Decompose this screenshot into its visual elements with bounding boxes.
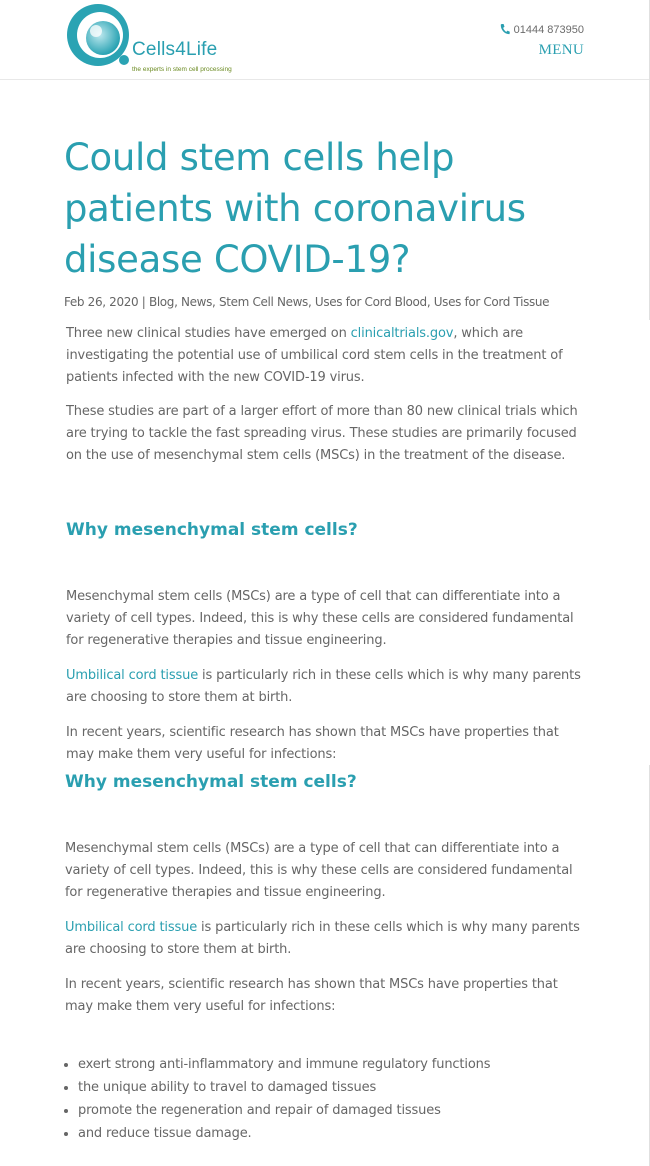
phone-icon	[499, 23, 510, 36]
section-text: is particularly rich in these cells which is why many parents are choosing to store them at birth.	[66, 668, 581, 705]
list-item	[64, 1122, 584, 1145]
category-link[interactable]: Blog	[148, 295, 175, 309]
bullet-icon	[64, 1086, 68, 1090]
list-item-text: promote the regeneration and repair of damaged tissues	[78, 1103, 441, 1118]
menu-button[interactable]: MENU	[538, 42, 584, 58]
bullet-icon	[64, 1063, 68, 1067]
category-link[interactable]: Uses for Cord Blood	[314, 295, 427, 309]
section-text: is particularly rich in these cells which is why many parents are choosing to store them at birth.	[65, 920, 580, 957]
phone-number: 01444 873950	[513, 23, 584, 36]
category-link[interactable]: Uses for Cord Tissue	[433, 295, 550, 309]
section-paragraph: Mesenchymal stem cells (MSCs) are a type of cell that can differentiate into a variety of cell types. Indeed, this is why these cells are considered fundamental for regenerative therapies and tissue engineering.	[66, 589, 574, 648]
section-paragraph	[65, 917, 585, 961]
section-paragraph: In recent years, scientific research has shown that MSCs have properties that may make them very useful for infections:	[66, 725, 559, 762]
page-title: Could stem cells help patients with coronavirus disease COVID-19?	[64, 136, 526, 281]
section-heading: Why mesenchymal stem cells?	[66, 520, 358, 540]
list-item	[64, 1076, 584, 1099]
section-heading: Why mesenchymal stem cells?	[65, 772, 357, 792]
category-link[interactable]: News	[181, 295, 213, 309]
phone-link[interactable]	[499, 23, 584, 36]
intro-paragraph-2: These studies are part of a larger effort of more than 80 new clinical trials which are trying to tackle the fast spreading virus. These studies are primarily focused on the use of mesenchymal stem cells (MSCs) in the treatment of the disease.	[66, 404, 578, 463]
category-link[interactable]: Stem Cell News	[218, 295, 308, 309]
post-date: Feb 26, 2020	[64, 295, 139, 309]
intro-text: , which are investigating the potential use of umbilical cord stem cells in the treatment of patients infected with the new COVID-19 virus.	[66, 326, 563, 385]
list-item-text: the unique ability to travel to damaged tissues	[78, 1080, 377, 1095]
meta-separator: |	[138, 295, 149, 309]
bullet-icon	[64, 1109, 68, 1113]
clinicaltrials-link[interactable]: clinicaltrials.gov	[350, 326, 454, 341]
mscs-properties-list	[64, 1053, 584, 1145]
site-header	[0, 0, 650, 80]
section-paragraph: Mesenchymal stem cells (MSCs) are a type of cell that can differentiate into a variety of cell types. Indeed, this is why these cells are considered fundamental for regenerative therapies and tissue engineering.	[65, 841, 573, 900]
logo-tagline: the experts in stem cell processing	[132, 66, 232, 73]
section-paragraph: In recent years, scientific research has shown that MSCs have properties that may make them very useful for infections:	[65, 977, 558, 1014]
list-item-text: exert strong anti-inflammatory and immune regulatory functions	[78, 1057, 491, 1072]
intro-text: Three new clinical studies have emerged on	[66, 326, 351, 341]
intro-paragraph	[66, 323, 586, 389]
list-item	[64, 1053, 584, 1076]
post-meta: Feb 26, 2020 | Blog, News, Stem Cell News, Uses for Cord Blood, Uses for Cord Tissue	[64, 295, 550, 309]
bullet-icon	[64, 1132, 68, 1136]
list-item-text: and reduce tissue damage.	[78, 1126, 252, 1141]
logo-wordmark: Cells4Life	[132, 39, 218, 60]
umbilical-cord-tissue-link[interactable]: Umbilical cord tissue	[66, 668, 199, 683]
umbilical-cord-tissue-link[interactable]: Umbilical cord tissue	[65, 920, 198, 935]
list-item	[64, 1099, 584, 1122]
section-paragraph	[66, 665, 586, 709]
